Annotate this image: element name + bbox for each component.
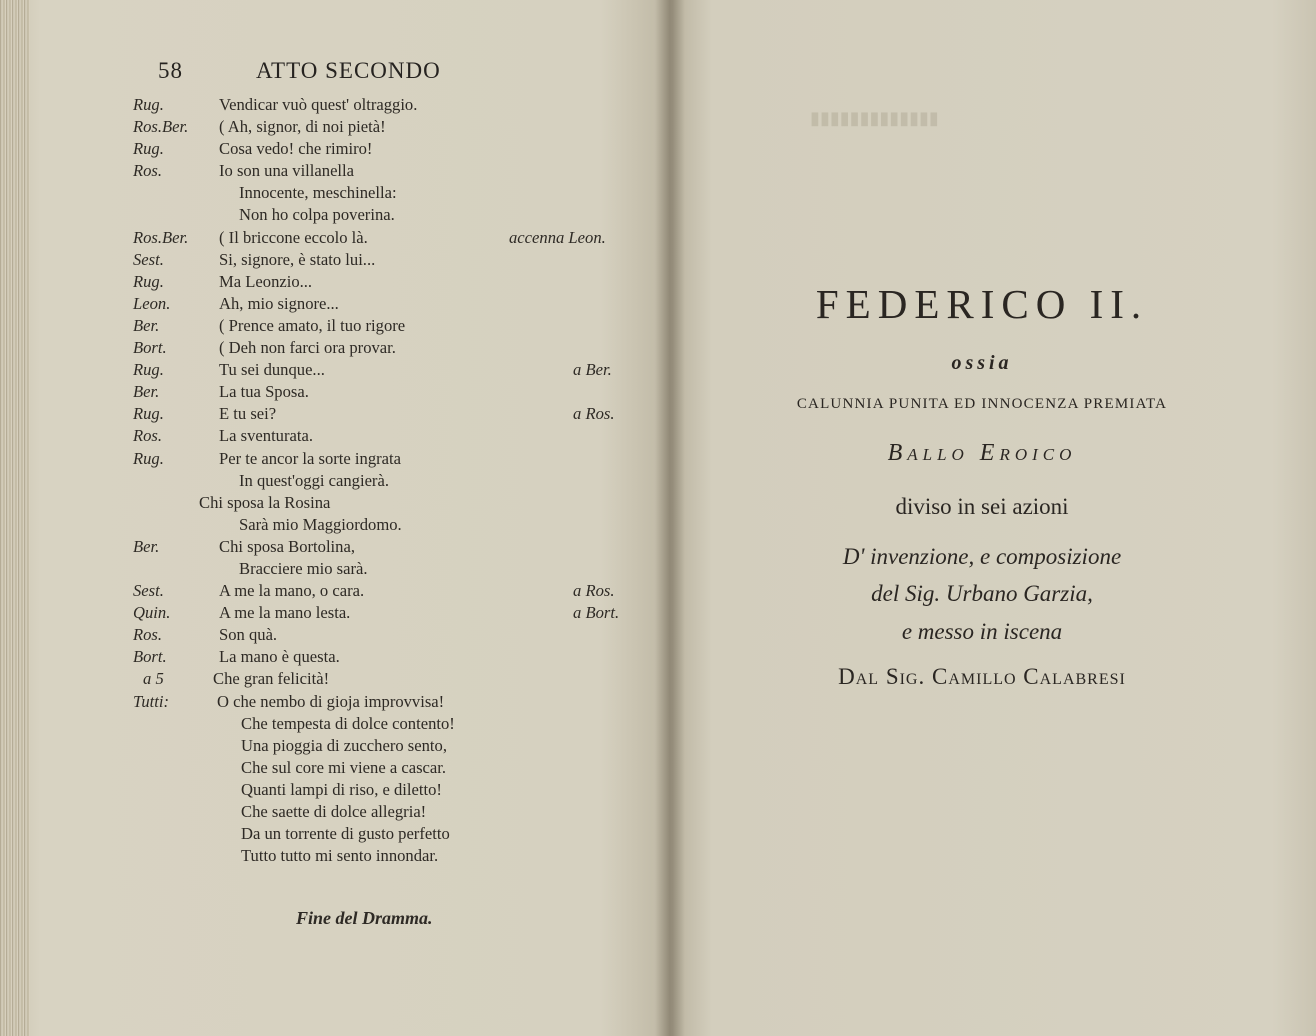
verse-line xyxy=(133,668,653,690)
verse-text: Ma Leonzio... xyxy=(219,271,313,291)
verse-line xyxy=(133,315,653,337)
speaker-label: Ros.Ber. xyxy=(133,117,189,137)
title: FEDERICO II. xyxy=(815,281,1149,327)
speaker-label: Leon. xyxy=(133,293,171,313)
genre-label: Ballo Eroico xyxy=(887,440,1077,466)
verse-text: ( Prence amato, il tuo rigore xyxy=(219,315,406,335)
verse-block xyxy=(133,94,653,867)
verse-line xyxy=(133,381,653,403)
verse-text: O che nembo di gioja improvvisa! xyxy=(217,691,445,711)
staged-line: e messo in iscena xyxy=(901,619,1063,644)
stage-direction: a Ber. xyxy=(573,360,612,380)
act-heading: ATTO SECONDO xyxy=(256,58,441,83)
verse-text: In quest'oggi cangierà. xyxy=(239,470,389,490)
verse-text: ( Il briccone eccolo là. xyxy=(219,227,368,247)
stage-direction: a Ros. xyxy=(573,581,615,601)
speaker-label: Rug. xyxy=(133,404,164,424)
verse-text: Una pioggia di zucchero sento, xyxy=(241,735,447,755)
verse-text: Ah, mio signore... xyxy=(219,293,339,313)
speaker-label: Ros. xyxy=(133,625,163,645)
verse-line xyxy=(133,514,653,536)
verse-text: E tu sei? xyxy=(219,404,277,424)
verse-line xyxy=(133,691,653,713)
stage-direction: accenna Leon. xyxy=(509,227,606,247)
speaker-label: Bort. xyxy=(133,338,167,358)
verse-line xyxy=(133,757,653,779)
speaker-label: Rug. xyxy=(133,139,164,159)
speaker-label: Bort. xyxy=(133,647,167,667)
verse-line xyxy=(133,823,653,845)
verse-text: ( Ah, signor, di noi pietà! xyxy=(219,117,386,137)
verse-line xyxy=(133,624,653,646)
verse-line xyxy=(133,138,653,160)
speaker-label: Ros. xyxy=(133,426,163,446)
verse-text: A me la mano lesta. xyxy=(219,603,351,623)
verse-line xyxy=(133,845,653,867)
verse-text: La mano è questa. xyxy=(219,647,340,667)
speaker-label: Ber. xyxy=(133,315,160,335)
verse-text: Che tempesta di dolce contento! xyxy=(241,713,455,733)
verse-text: Son quà. xyxy=(219,625,278,645)
verse-text: Chi sposa Bortolina, xyxy=(219,536,355,556)
verse-line xyxy=(133,94,653,116)
author-line: del Sig. Urbano Garzia, xyxy=(871,581,1093,606)
speaker-label: a 5 xyxy=(143,669,164,689)
speaker-label: Tutti: xyxy=(133,691,169,711)
verse-text: Bracciere mio sarà. xyxy=(239,558,368,578)
verse-text: Da un torrente di gusto perfetto xyxy=(241,824,450,844)
verse-line xyxy=(133,580,653,602)
verse-text: A me la mano, o cara. xyxy=(219,581,365,601)
speaker-label: Ber. xyxy=(133,382,160,402)
verse-text: Io son una villanella xyxy=(219,161,355,181)
verse-line xyxy=(133,403,653,425)
show-through-text: ▮▮▮▮▮▮▮▮▮▮▮▮▮ xyxy=(810,108,939,128)
running-head xyxy=(158,58,441,84)
verse-line xyxy=(133,735,653,757)
stage-direction: a Bort. xyxy=(573,603,620,623)
verse-line xyxy=(133,602,653,624)
verse-text: Che sul core mi viene a cascar. xyxy=(241,757,447,777)
page-edges xyxy=(0,0,30,1036)
speaker-label: Rug. xyxy=(133,448,164,468)
speaker-label: Sest. xyxy=(133,581,164,601)
verse-text: ( Deh non farci ora provar. xyxy=(219,338,396,358)
end-note: Fine del Dramma. xyxy=(296,908,433,928)
verse-line xyxy=(133,271,653,293)
parts-line: diviso in sei azioni xyxy=(895,494,1069,519)
speaker-label: Rug. xyxy=(133,271,164,291)
invention-line: D' invenzione, e composizione xyxy=(842,544,1122,569)
verse-text: Chi sposa la Rosina xyxy=(199,492,331,512)
verse-line xyxy=(133,646,653,668)
verse-line xyxy=(133,293,653,315)
subtitle: CALUNNIA PUNITA ED INNOCENZA PREMIATA xyxy=(796,396,1168,412)
verse-text: Vendicar vuò quest' oltraggio. xyxy=(219,95,418,114)
verse-line xyxy=(133,448,653,470)
verse-text: Sarà mio Maggiordomo. xyxy=(239,514,402,534)
verse-line xyxy=(133,116,653,138)
verse-text: Tutto tutto mi sento innondar. xyxy=(241,846,439,866)
verse-text: La sventurata. xyxy=(219,426,313,446)
verse-line xyxy=(133,249,653,271)
verse-line xyxy=(133,337,653,359)
verse-line xyxy=(133,160,653,182)
verse-text: Quanti lampi di riso, e diletto! xyxy=(241,779,442,799)
stage-direction: a Ros. xyxy=(573,404,615,424)
verse-line xyxy=(133,779,653,801)
verse-line xyxy=(133,801,653,823)
verse-line xyxy=(133,359,653,381)
verse-text: Si, signore, è stato lui... xyxy=(219,249,376,269)
verse-line xyxy=(133,227,653,249)
verse-text: Per te ancor la sorte ingrata xyxy=(219,448,401,468)
verse-text: Tu sei dunque... xyxy=(219,360,325,380)
speaker-label: Ros.Ber. xyxy=(133,227,189,247)
verse-line xyxy=(133,492,653,514)
verse-line xyxy=(133,558,653,580)
speaker-label: Quin. xyxy=(133,603,171,623)
verse-line xyxy=(133,204,653,226)
verse-line xyxy=(133,182,653,204)
page-number: 58 xyxy=(158,58,183,83)
verse-text: Innocente, meschinella: xyxy=(239,183,397,203)
speaker-label: Sest. xyxy=(133,249,164,269)
speaker-label: Ber. xyxy=(133,536,160,556)
verse-line xyxy=(133,713,653,735)
speaker-label: Ros. xyxy=(133,161,163,181)
verse-text: Cosa vedo! che rimiro! xyxy=(219,139,373,159)
ossia-label: ossia xyxy=(951,352,1013,374)
verse-text: Che saette di dolce allegria! xyxy=(241,802,427,821)
verse-text: Che gran felicità! xyxy=(213,669,330,689)
stager-line: Dal Sig. Camillo Calabresi xyxy=(838,664,1126,689)
verse-text: La tua Sposa. xyxy=(219,382,309,402)
speaker-label: Rug. xyxy=(133,360,164,380)
speaker-label: Rug. xyxy=(133,95,164,114)
verse-text: Non ho colpa poverina. xyxy=(239,205,395,225)
verse-line xyxy=(133,470,653,492)
verse-line xyxy=(133,536,653,558)
verse-line xyxy=(133,425,653,447)
